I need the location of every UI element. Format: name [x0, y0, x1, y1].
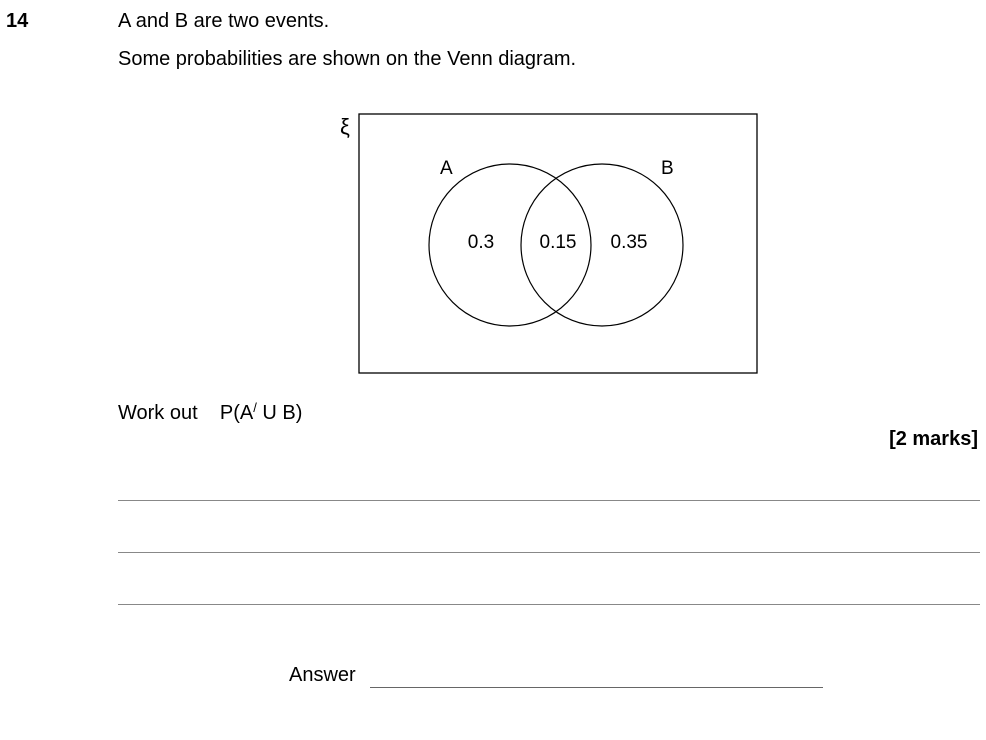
b-only-value: 0.35 [610, 232, 648, 253]
working-line[interactable] [118, 500, 980, 501]
working-line[interactable] [118, 604, 980, 605]
question-text-line2: Some probabilities are shown on the Venn diagram. [118, 48, 577, 70]
set-a-label: A [440, 158, 453, 179]
answer-label: Answer [289, 664, 356, 686]
intersection-value: 0.15 [539, 232, 577, 253]
answer-line[interactable] [370, 687, 823, 688]
task-expression-start: P(A [219, 402, 254, 424]
venn-diagram [330, 106, 770, 381]
task-prefix: Work out [118, 402, 198, 424]
question-number: 14 [6, 10, 29, 32]
set-b-label: B [661, 158, 674, 179]
working-line[interactable] [118, 552, 980, 553]
a-only-value: 0.3 [467, 232, 495, 253]
marks-label: [2 marks] [889, 428, 978, 450]
universal-set-symbol: ξ [340, 114, 350, 139]
task-expression-end: U B) [256, 402, 303, 424]
complement-prime: / [253, 400, 257, 415]
question-text-line1: A and B are two events. [118, 10, 330, 32]
task-instruction [118, 402, 302, 425]
